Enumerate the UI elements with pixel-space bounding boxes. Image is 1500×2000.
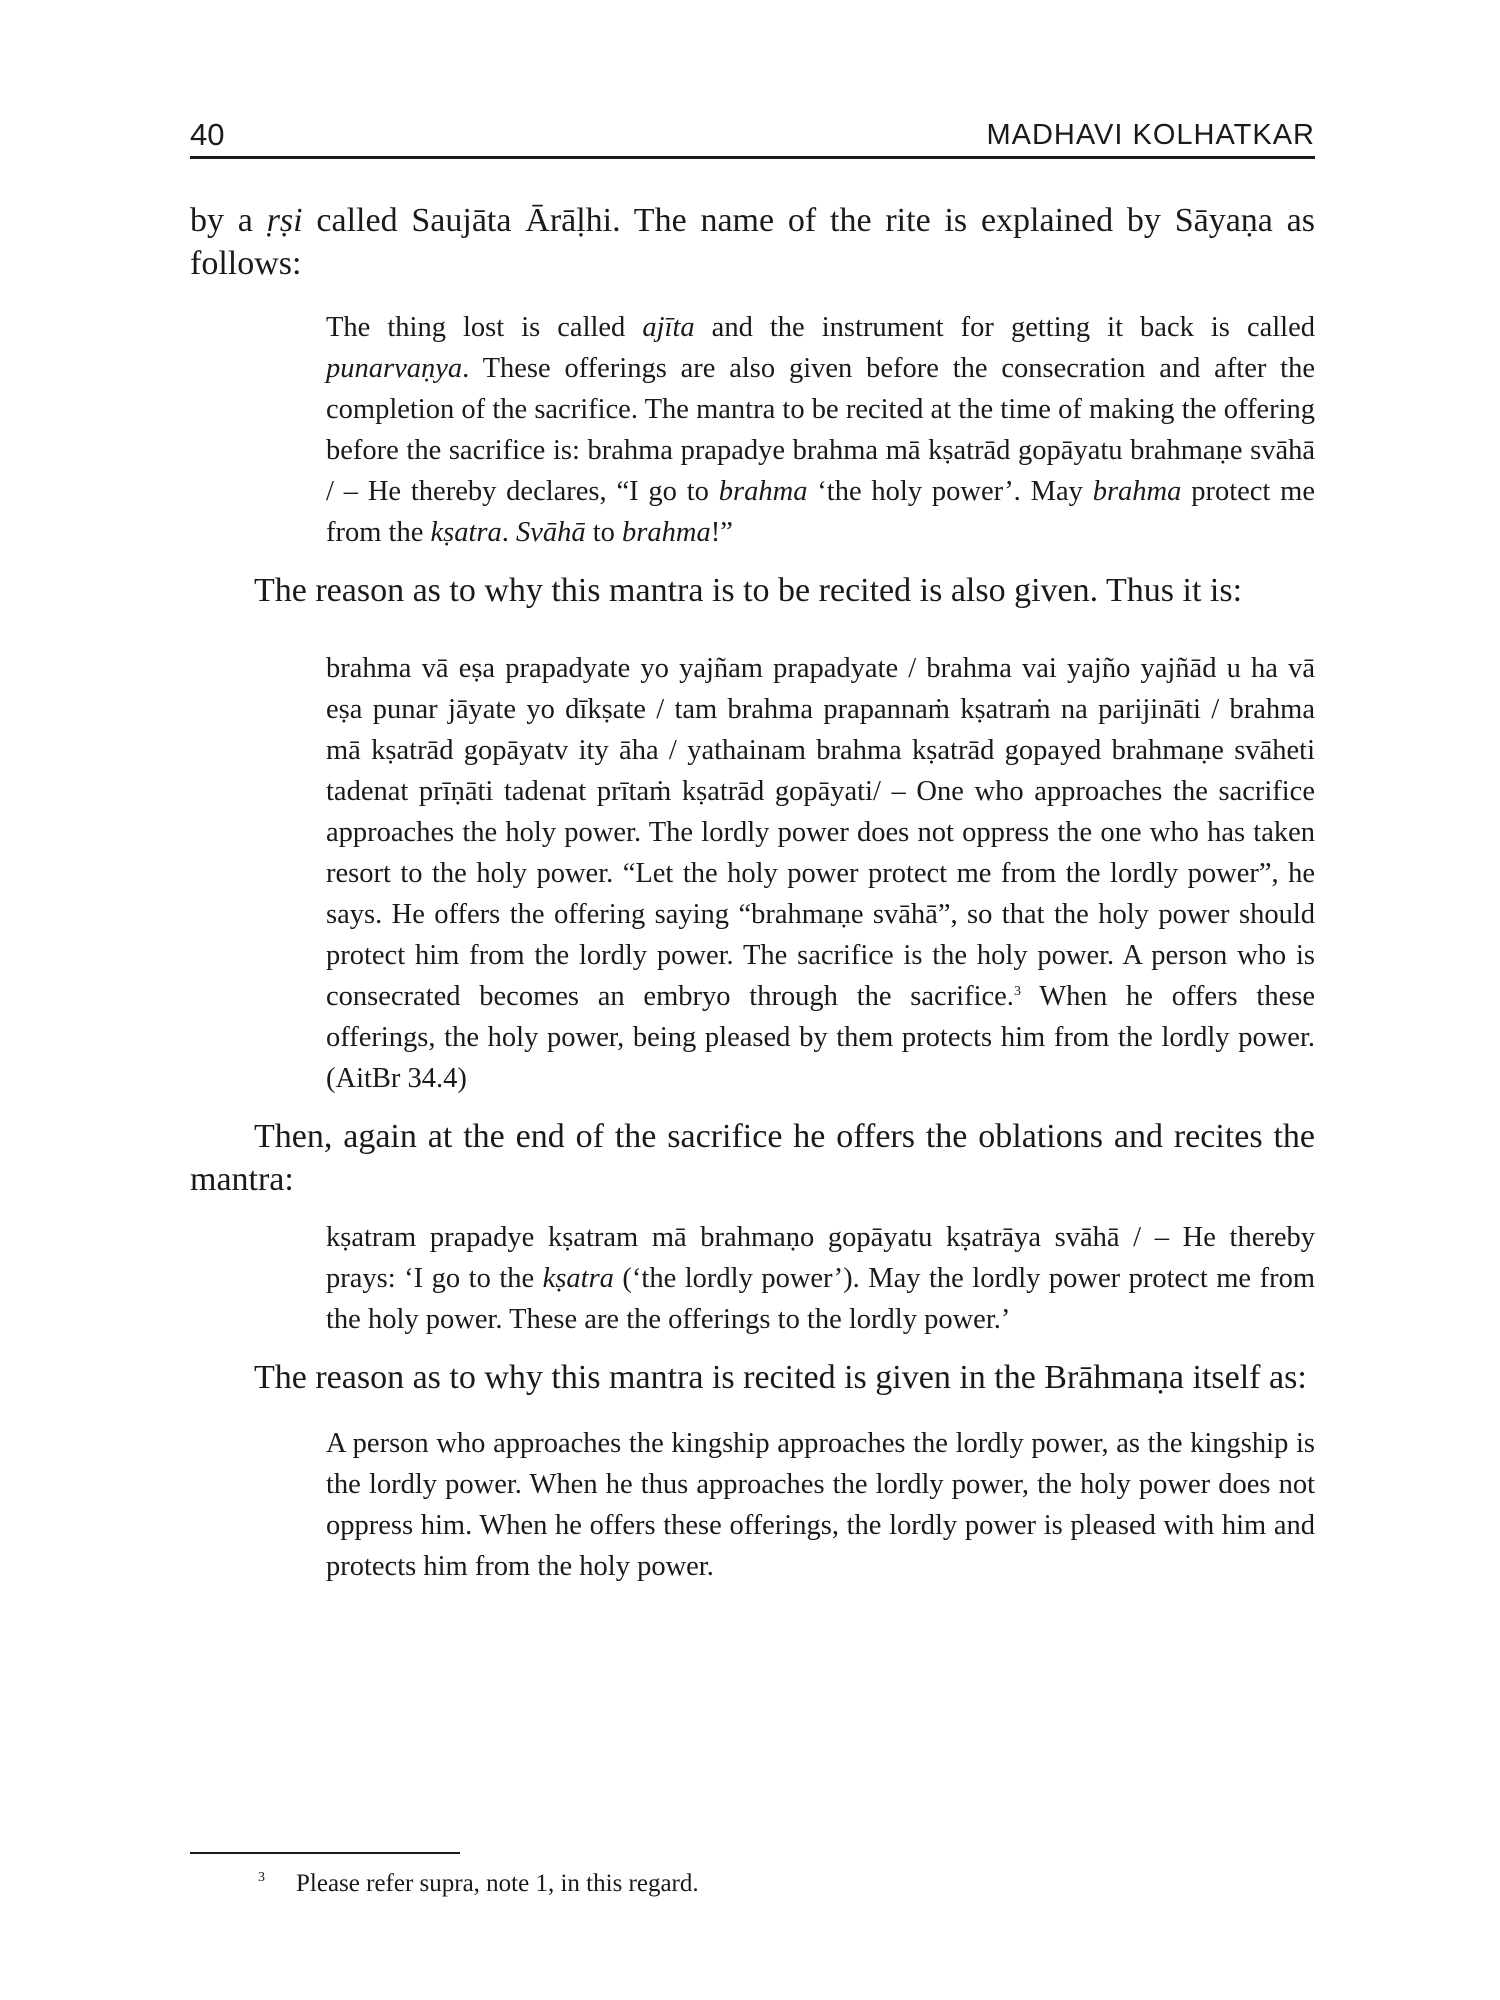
text-run: (‘the lordly power’). May the lordly power protect me from the holy power. These are the offerings to the lordly power.’ — [326, 1263, 1315, 1335]
body-paragraph-4: The reason as to why this mantra is recited is given in the Brāhmaṇa itself as: — [254, 1359, 1307, 1396]
italic-term: ṛṣi — [266, 202, 303, 239]
italic-term: brahma — [718, 476, 808, 507]
italic-term: kṣatra — [542, 1263, 614, 1294]
text-run: by a — [190, 202, 267, 239]
page-header — [190, 100, 1315, 150]
footnote-reference[interactable]: 3 — [1013, 984, 1021, 999]
text-run: and the instrument for getting it back is called — [694, 312, 1315, 343]
text-run: kṣatram prapadye kṣatram mā brahmaṇo gopāyatu kṣatrāya svāhā / – He thereby prays: ‘I go to the — [326, 1222, 1315, 1294]
italic-term: brahma — [622, 517, 711, 548]
text-run: . These offerings are also given before the consecration and after the completion of the sacrifice. The mantra to be recited at the time of making the offering before the sacrifice is: brahma prapadye brahma mā kṣatrād gopāyatu brahmaṇe svāhā / – He thereby declares, “I go to — [326, 353, 1315, 507]
block-quote-1 — [326, 307, 1315, 553]
text-run: protect me from the — [326, 476, 1315, 548]
text-run: When he offers these offerings, the holy power, being pleased by them protects him from the lordly power. (AitBr 34.4) — [326, 981, 1315, 1094]
block-quote-3 — [326, 1217, 1315, 1340]
body-paragraph-3: Then, again at the end of the sacrifice he offers the oblations and recites the mantra: — [190, 1118, 1315, 1198]
text-run: !” — [710, 517, 733, 548]
header-rule — [190, 156, 1315, 159]
text-run: called Saujāta Ārāḷhi. The name of the rite is explained by Sāyaṇa as follows: — [190, 202, 1316, 282]
italic-term: brahma — [1092, 476, 1182, 507]
text-run: The thing lost is called — [326, 312, 643, 343]
text-run: brahma vā eṣa prapadyate yo yajñam prapadyate / brahma vai yajño yajñād u ha vā eṣa punar jāyate yo dīkṣate / tam brahma prapannaṁ kṣatraṁ na parijināti / brahma mā kṣatrād gopāyatv ity āha / yathainam brahma kṣatrād gopayed brahmaṇe svāheti tadenat prīṇāti tadenat prītaṁ kṣatrād gopāyati/ – One who approaches the sacrifice approaches the holy power. The lordly power does not oppress the one who has taken resort to the holy power. “Let the holy power protect me from the lordly power”, he says. He offers the offering saying “brahmaṇe svāhā”, so that the holy power should protect him from the lordly power. The sacrifice is the holy power. A person who is consecrated becomes an embryo through the sacrifice. — [326, 653, 1315, 1012]
text-run: to — [585, 517, 623, 548]
body-paragraph-1 — [190, 199, 1315, 285]
block-quote-4: A person who approaches the kingship approaches the lordly power, as the kingship is the lordly power. When he thus approaches the lordly power, the holy power does not oppress him. When he offers these offerings, the lordly power is pleased with him and protects him from the holy power. — [326, 1428, 1315, 1582]
italic-term: punarvaṇya — [326, 353, 463, 384]
italic-term: ajīta — [642, 312, 695, 343]
page-number: 40 — [190, 117, 225, 152]
footnote-text: Please refer supra, note 1, in this regard. — [296, 1870, 699, 1897]
text-run: . — [501, 517, 516, 548]
footnote-rule — [190, 1852, 460, 1854]
block-quote-2 — [326, 648, 1315, 1099]
italic-term: kṣatra — [430, 517, 502, 548]
body-paragraph-2: The reason as to why this mantra is to be recited is also given. Thus it is: — [254, 572, 1243, 609]
running-head: MADHAVI KOLHATKAR — [986, 119, 1315, 151]
footnote: $^3$ Please refer supra, note 1, in this regard. — [258, 1870, 699, 1897]
text-run: ‘the holy power’. May — [807, 476, 1093, 507]
page — [190, 100, 1315, 1587]
italic-term: Svāhā — [515, 517, 586, 548]
